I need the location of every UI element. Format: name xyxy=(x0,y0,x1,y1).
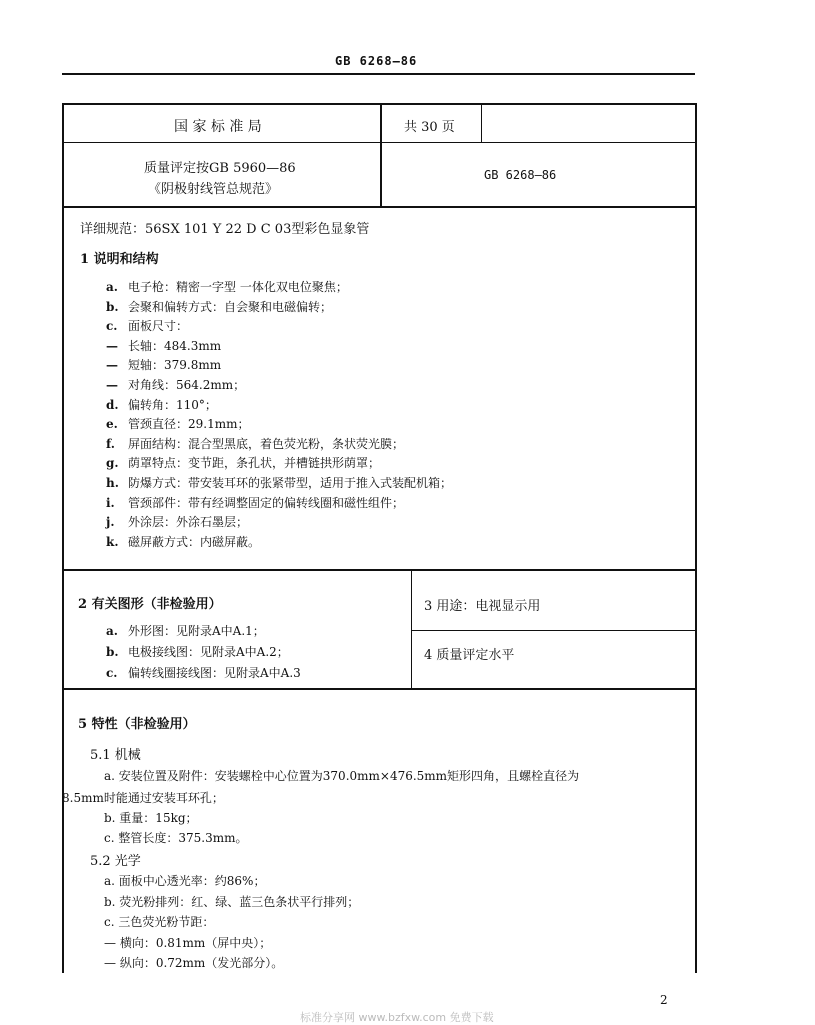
section-1-item xyxy=(106,533,260,550)
section-5-1-a-line2: 8.5mm时能通过安装耳环孔； xyxy=(62,791,224,805)
item-text: 屏面结构：混合型黑底，着色荧光粉，条状荧光膜； xyxy=(128,436,405,451)
item-marker: j. xyxy=(106,515,115,530)
total-pages-cell: 共 30 页 xyxy=(404,120,455,135)
header-rule xyxy=(62,73,695,75)
section-2-item xyxy=(106,664,301,681)
item-text: 短轴：379.8mm xyxy=(128,358,222,373)
general-spec-title: 《阴极射线管总规范》 xyxy=(148,182,279,197)
section-5-2-b: b. 荧光粉排列：红、绿、蓝三色条状平行排列； xyxy=(104,895,360,909)
table-left-border xyxy=(62,103,64,973)
section-1-item xyxy=(106,513,248,530)
subsection-5-2-title: 5.2 光学 xyxy=(90,854,141,869)
row-divider-4 xyxy=(62,688,696,690)
item-marker: h. xyxy=(106,476,119,490)
section-1-item xyxy=(106,494,404,511)
section-1-title: 1 说明和结构 xyxy=(80,252,159,267)
row-divider-3 xyxy=(62,569,696,571)
section-1-item xyxy=(106,298,332,315)
item-text: 偏转角：110°； xyxy=(128,397,217,412)
row-divider-1 xyxy=(62,142,696,143)
section-2-item xyxy=(106,622,265,639)
section-5-2-c: c. 三色荧光粉节距： xyxy=(104,915,215,929)
table-top-border xyxy=(62,103,696,105)
standard-number-cell: GB 6268—86 xyxy=(484,168,557,182)
watermark-text: 标准分享网 www.bzfxw.com 免费下载 xyxy=(300,1011,494,1024)
item-text: 荫罩特点：变节距，条孔状，并槽链拱形荫罩； xyxy=(128,456,381,471)
section-5-2-a: a. 面板中心透光率：约86%； xyxy=(104,874,266,888)
item-marker: a. xyxy=(106,624,118,638)
section-3-title: 3 用途：电视显示用 xyxy=(424,599,541,614)
section-1-item xyxy=(106,317,188,334)
item-marker: b. xyxy=(106,299,119,314)
section-5-2-e: — 纵向：0.72mm（发光部分）。 xyxy=(104,956,284,970)
section-1-item xyxy=(106,396,217,413)
row-divider-2 xyxy=(62,206,696,208)
col-divider-pages xyxy=(481,103,482,143)
col-divider-main xyxy=(380,103,382,207)
section-1-item xyxy=(106,337,221,354)
row-divider-mid-right xyxy=(411,630,696,631)
item-marker: — xyxy=(106,378,118,392)
section-1-item xyxy=(106,278,348,295)
item-text: 对角线：564.2mm； xyxy=(128,378,246,392)
item-marker: — xyxy=(106,338,118,353)
section-1-item xyxy=(106,356,221,373)
section-1-item xyxy=(106,435,404,452)
item-marker: a. xyxy=(106,280,118,294)
item-text: 管颈直径：29.1mm； xyxy=(128,417,250,432)
section-2-title: 2 有关图形（非检验用） xyxy=(78,597,222,612)
section-4-title: 4 质量评定水平 xyxy=(424,648,515,663)
section-1-item xyxy=(106,415,249,432)
subsection-5-1-title: 5.1 机械 xyxy=(90,748,141,763)
section-1-item xyxy=(106,454,380,471)
item-text: 磁屏蔽方式：内磁屏蔽。 xyxy=(128,534,261,549)
table-right-border xyxy=(695,103,697,973)
section-5-title: 5 特性（非检验用） xyxy=(78,717,196,732)
item-text: 电子枪：精密一字型 一体化双电位聚焦； xyxy=(128,280,348,294)
item-text: 外涂层：外涂石墨层； xyxy=(128,515,249,530)
item-marker: i. xyxy=(106,495,115,510)
col-divider-mid xyxy=(411,569,412,689)
item-text: 会聚和偏转方式：自会聚和电磁偏转； xyxy=(128,299,333,314)
item-text: 长轴：484.3mm xyxy=(128,338,222,353)
section-5-2-d: — 横向：0.81mm（屏中央）； xyxy=(104,936,272,950)
item-marker: d. xyxy=(106,397,119,412)
section-5-1-a-line1: a. 安装位置及附件：安装螺栓中心位置为370.0mm×476.5mm矩形四角，且螺栓直径为 xyxy=(104,769,580,783)
authority-cell: 国 家 标 准 局 xyxy=(174,119,262,135)
section-1-item xyxy=(106,376,245,393)
page-number: 2 xyxy=(660,993,668,1007)
item-marker: c. xyxy=(106,319,118,334)
item-marker: c. xyxy=(106,666,118,680)
standard-code-header: GB 6268—86 xyxy=(335,54,418,68)
item-marker: k. xyxy=(106,534,119,549)
item-text: 防爆方式：带安装耳环的张紧带型，适用于推入式装配机箱； xyxy=(128,476,453,490)
item-text: 管颈部件：带有经调整固定的偏转线圈和磁性组件； xyxy=(128,495,405,510)
item-marker: e. xyxy=(106,417,118,432)
section-1-item xyxy=(106,474,452,491)
item-text: 电极接线图：见附录A中A.2； xyxy=(128,645,289,659)
item-text: 偏转线圈接线图：见附录A中A.3 xyxy=(128,666,301,680)
section-5-1-c: c. 整管长度：375.3mm。 xyxy=(104,831,248,845)
section-5-1-b: b. 重量：15kg； xyxy=(104,811,198,825)
item-marker: b. xyxy=(106,645,119,659)
item-marker: g. xyxy=(106,456,119,471)
quality-assessment-line: 质量评定按GB 5960—86 xyxy=(144,161,296,176)
detail-spec-line: 详细规范：56SX 101 Y 22 D C 03型彩色显象管 xyxy=(80,222,370,237)
item-text: 外形图：见附录A中A.1； xyxy=(128,624,265,638)
item-marker: f. xyxy=(106,436,115,451)
item-text: 面板尺寸： xyxy=(128,319,189,334)
section-2-item xyxy=(106,643,289,660)
item-marker: — xyxy=(106,358,118,373)
